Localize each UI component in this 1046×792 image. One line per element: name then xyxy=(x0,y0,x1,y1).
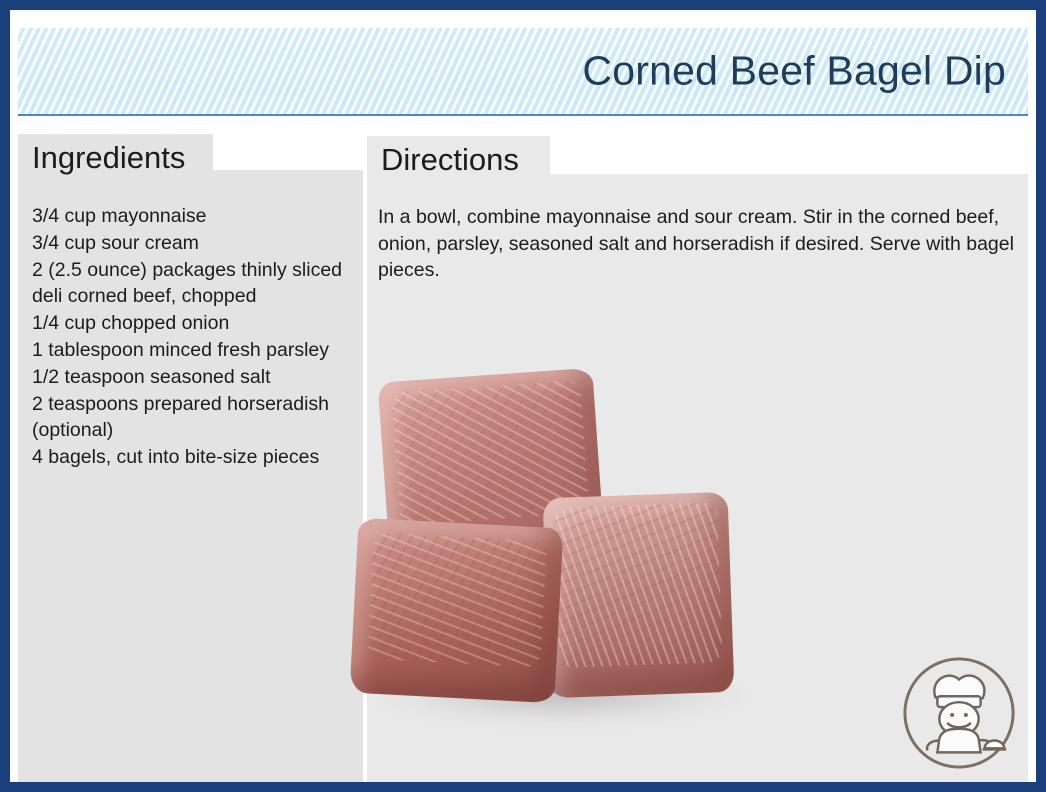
list-item: 1 tablespoon minced fresh parsley xyxy=(32,338,330,361)
list-item: 1/2 teaspoon seasoned salt xyxy=(32,365,271,388)
list-item: 1/4 cup chopped onion xyxy=(32,312,230,335)
beef-cube-right xyxy=(543,492,735,698)
ingredients-heading: Ingredients xyxy=(18,134,213,182)
page-title: Corned Beef Bagel Dip xyxy=(582,47,1006,94)
beef-cube-front xyxy=(350,518,564,703)
list-item: 4 bagels, cut into bite-size pieces xyxy=(32,446,320,469)
list-item: 3/4 cup sour cream xyxy=(32,231,199,254)
chef-logo xyxy=(900,654,1018,772)
ingredients-list xyxy=(32,203,367,471)
title-banner xyxy=(18,28,1028,116)
slide-canvas xyxy=(10,10,1036,782)
directions-heading: Directions xyxy=(367,136,550,184)
beef-cubes-photo xyxy=(346,365,766,765)
directions-text: In a bowl, combine mayonnaise and sour cream. Stir in the corned beef, onion, parsley, seasoned salt and horseradish if desired. Serve with bagel pieces. xyxy=(378,206,1014,281)
list-item: 2 (2.5 ounce) packages thinly sliced deli corned beef, chopped xyxy=(32,258,348,308)
list-item: 2 teaspoons prepared horseradish (optional) xyxy=(32,392,335,442)
list-item: 3/4 cup mayonnaise xyxy=(32,205,207,227)
